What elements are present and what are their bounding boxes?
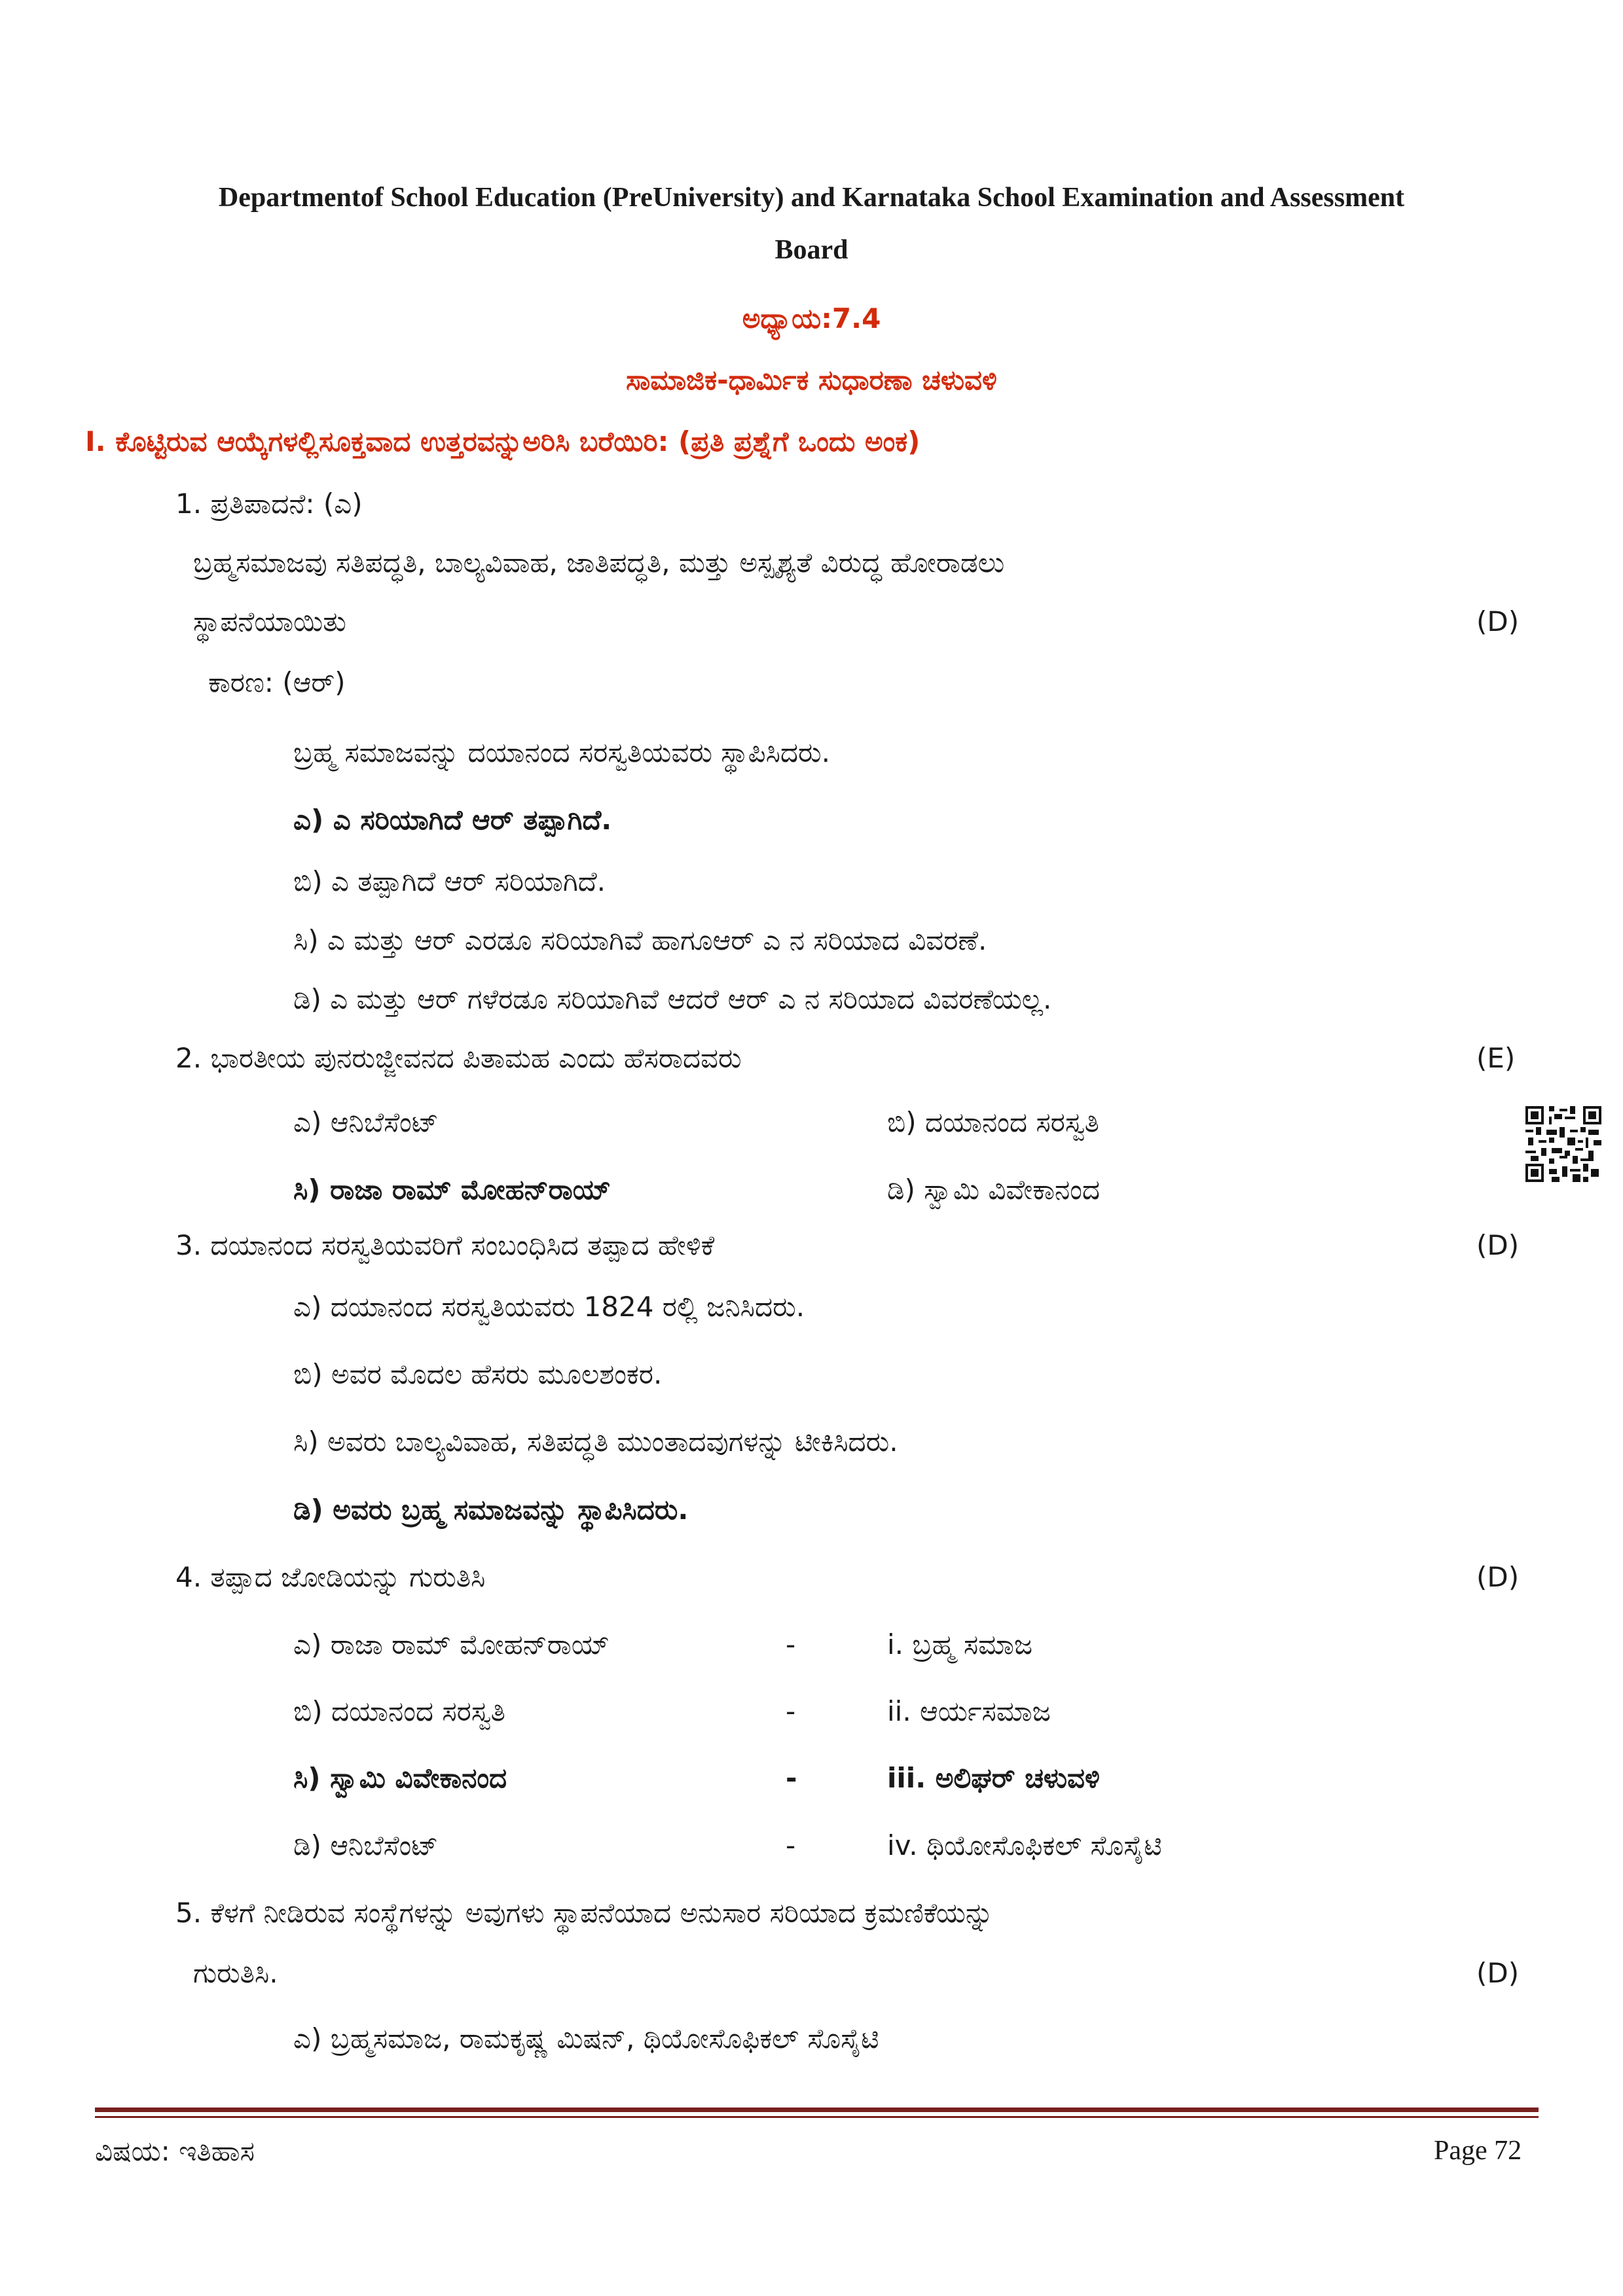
q1-option-a: ಎ) ಎ ಸರಿಯಾಗಿದೆ ಆರ್ ತಪ್ಪಾಗಿದೆ. <box>293 804 612 836</box>
q3-option-a: ಎ) ದಯಾನಂದ ಸರಸ್ವತಿಯವರು 1824 ರಲ್ಲಿ ಜನಿಸಿದರು. <box>293 1291 805 1323</box>
q4-pair-b-left: ಬಿ) ದಯಾನಂದ ಸರಸ್ವತಿ <box>293 1695 505 1727</box>
board-header-line1: Departmentof School Education (PreUniversity) and Karnataka School Examination and Assessment <box>218 183 1405 213</box>
q1-answer-mark: (D) <box>1476 605 1520 637</box>
q1-assertion-line1: ಬ್ರಹ್ಮಸಮಾಜವು ಸತಿಪದ್ಧತಿ, ಬಾಲ್ಯವಿವಾಹ, ಜಾತಿಪದ್ಧತಿ, ಮತ್ತು ಅಸ್ಪೃಶ್ಯತೆ ವಿರುದ್ಧ ಹೋರಾಡಲು <box>193 547 1005 579</box>
q3-option-c: ಸಿ) ಅವರು ಬಾಲ್ಯವಿವಾಹ, ಸತಿಪದ್ಧತಿ ಮುಂತಾದವುಗಳನ್ನು ಟೀಕಿಸಿದರು. <box>293 1426 898 1458</box>
chapter-number: ಅಧ್ಯಾಯ:7.4 <box>742 302 881 334</box>
q5-answer-mark: (D) <box>1476 1957 1520 1989</box>
q3-answer-mark: (D) <box>1476 1229 1520 1261</box>
q2-option-b: ಬಿ) ದಯಾನಂದ ಸರಸ್ವತಿ <box>887 1106 1099 1138</box>
footer-rule-thick <box>95 2108 1539 2112</box>
footer-page-number: Page 72 <box>1434 2136 1522 2166</box>
q3-option-d: ಡಿ) ಅವರು ಬ್ರಹ್ಮ ಸಮಾಜವನ್ನು ಸ್ಥಾಪಿಸಿದರು. <box>293 1494 689 1526</box>
q4-pair-d-dash: - <box>786 1829 796 1861</box>
q4-pair-b-dash: - <box>786 1695 796 1727</box>
q4-pair-c-right: iii. ಅಲಿಘರ್ ಚಳುವಳಿ <box>887 1762 1100 1794</box>
q1-reason-label: ಕಾರಣ: (ಆರ್) <box>208 666 346 698</box>
q3-option-b: ಬಿ) ಅವರ ಮೊದಲ ಹೆಸರು ಮೂಲಶಂಕರ. <box>293 1358 663 1390</box>
q5-option-a: ಎ) ಬ್ರಹ್ಮಸಮಾಜ, ರಾಮಕೃಷ್ಣ ಮಿಷನ್, ಥಿಯೋಸೊಫಿಕಲ್ ಸೊಸೈಟಿ <box>293 2022 879 2054</box>
q3-label: 3. ದಯಾನಂದ ಸರಸ್ವತಿಯವರಿಗೆ ಸಂಬಂಧಿಸಿದ ತಪ್ಪಾದ ಹೇಳಿಕೆ <box>175 1229 715 1261</box>
q4-pair-c-left: ಸಿ) ಸ್ವಾಮಿ ವಿವೇಕಾನಂದ <box>293 1762 507 1794</box>
q5-label-line1: 5. ಕೆಳಗೆ ನೀಡಿರುವ ಸಂಸ್ಥೆಗಳನ್ನು ಅವುಗಳು ಸ್ಥಾಪನೆಯಾದ ಅನುಸಾರ ಸರಿಯಾದ ಕ್ರಮಣಿಕೆಯನ್ನು <box>175 1897 994 1929</box>
q1-option-c: ಸಿ) ಎ ಮತ್ತು ಆರ್ ಎರಡೂ ಸರಿಯಾಗಿವೆ ಹಾಗೂಆರ್ ಎ ನ ಸರಿಯಾದ ವಿವರಣೆ. <box>293 924 987 956</box>
q2-option-d: ಡಿ) ಸ್ವಾಮಿ ವಿವೇಕಾನಂದ <box>887 1174 1100 1206</box>
footer-subject: ವಿಷಯ: ಇತಿಹಾಸ <box>95 2135 255 2167</box>
section-heading: I. ಕೊಟ್ಟಿರುವ ಆಯ್ಕೆಗಳಲ್ಲಿಸೂಕ್ತವಾದ ಉತ್ತರವನ್ನುಅರಿಸಿ ಬರೆಯಿರಿ: (ಪ್ರತಿ ಪ್ರಶ್ನೆಗೆ ಒಂದು ಅಂಕ) <box>85 425 921 457</box>
q4-pair-b-right: ii. ಆರ್ಯಸಮಾಜ <box>887 1695 1051 1727</box>
qr-code-image <box>1525 1106 1601 1182</box>
q4-pair-a-right: i. ಬ್ರಹ್ಮ ಸಮಾಜ <box>887 1628 1033 1660</box>
q4-pair-d-right: iv. ಥಿಯೋಸೊಫಿಕಲ್ ಸೊಸೈಟಿ <box>887 1829 1162 1861</box>
q1-label: 1. ಪ್ರತಿಪಾದನೆ: (ಎ) <box>175 488 363 520</box>
q2-answer-mark: (E) <box>1476 1042 1516 1074</box>
q4-pair-d-left: ಡಿ) ಆನಿಬೆಸೆಂಟ್ <box>293 1829 439 1861</box>
q4-pair-a-dash: - <box>786 1628 796 1660</box>
board-header-line2: Board <box>775 235 848 265</box>
q2-option-c: ಸಿ) ರಾಜಾ ರಾಮ್ ಮೋಹನ್‌ರಾಯ್ <box>293 1174 611 1206</box>
q4-pair-a-left: ಎ) ರಾಜಾ ರಾಮ್ ಮೋಹನ್‌ರಾಯ್ <box>293 1628 610 1660</box>
q4-answer-mark: (D) <box>1476 1561 1520 1593</box>
lesson-title: ಸಾಮಾಜಿಕ-ಧಾರ್ಮಿಕ ಸುಧಾರಣಾ ಚಳುವಳಿ <box>626 364 997 396</box>
q2-option-a: ಎ) ಆನಿಬೆಸೆಂಟ್ <box>293 1106 439 1138</box>
q1-assertion-line2: ಸ್ಥಾಪನೆಯಾಯಿತು <box>193 605 346 637</box>
q2-label: 2. ಭಾರತೀಯ ಪುನರುಜ್ಜೀವನದ ಪಿತಾಮಹ ಎಂದು ಹೆಸರಾದವರು <box>175 1042 742 1074</box>
q1-option-b: ಬಿ) ಎ ತಪ್ಪಾಗಿದೆ ಆರ್ ಸರಿಯಾಗಿದೆ. <box>293 865 606 897</box>
q5-label-line2: ಗುರುತಿಸಿ. <box>193 1957 278 1989</box>
q4-pair-c-dash: - <box>786 1762 797 1794</box>
q1-option-d: ಡಿ) ಎ ಮತ್ತು ಆರ್ ಗಳೆರಡೂ ಸರಿಯಾಗಿವೆ ಆದರೆ ಆರ್ ಎ ನ ಸರಿಯಾದ ವಿವರಣೆಯಲ್ಲ. <box>293 983 1052 1015</box>
q4-label: 4. ತಪ್ಪಾದ ಜೋಡಿಯನ್ನು ಗುರುತಿಸಿ <box>175 1561 486 1593</box>
footer-rule-thin <box>95 2116 1539 2118</box>
q1-reason: ಬ್ರಹ್ಮ ಸಮಾಜವನ್ನು ದಯಾನಂದ ಸರಸ್ವತಿಯವರು ಸ್ಥಾಪಿಸಿದರು. <box>293 736 830 768</box>
